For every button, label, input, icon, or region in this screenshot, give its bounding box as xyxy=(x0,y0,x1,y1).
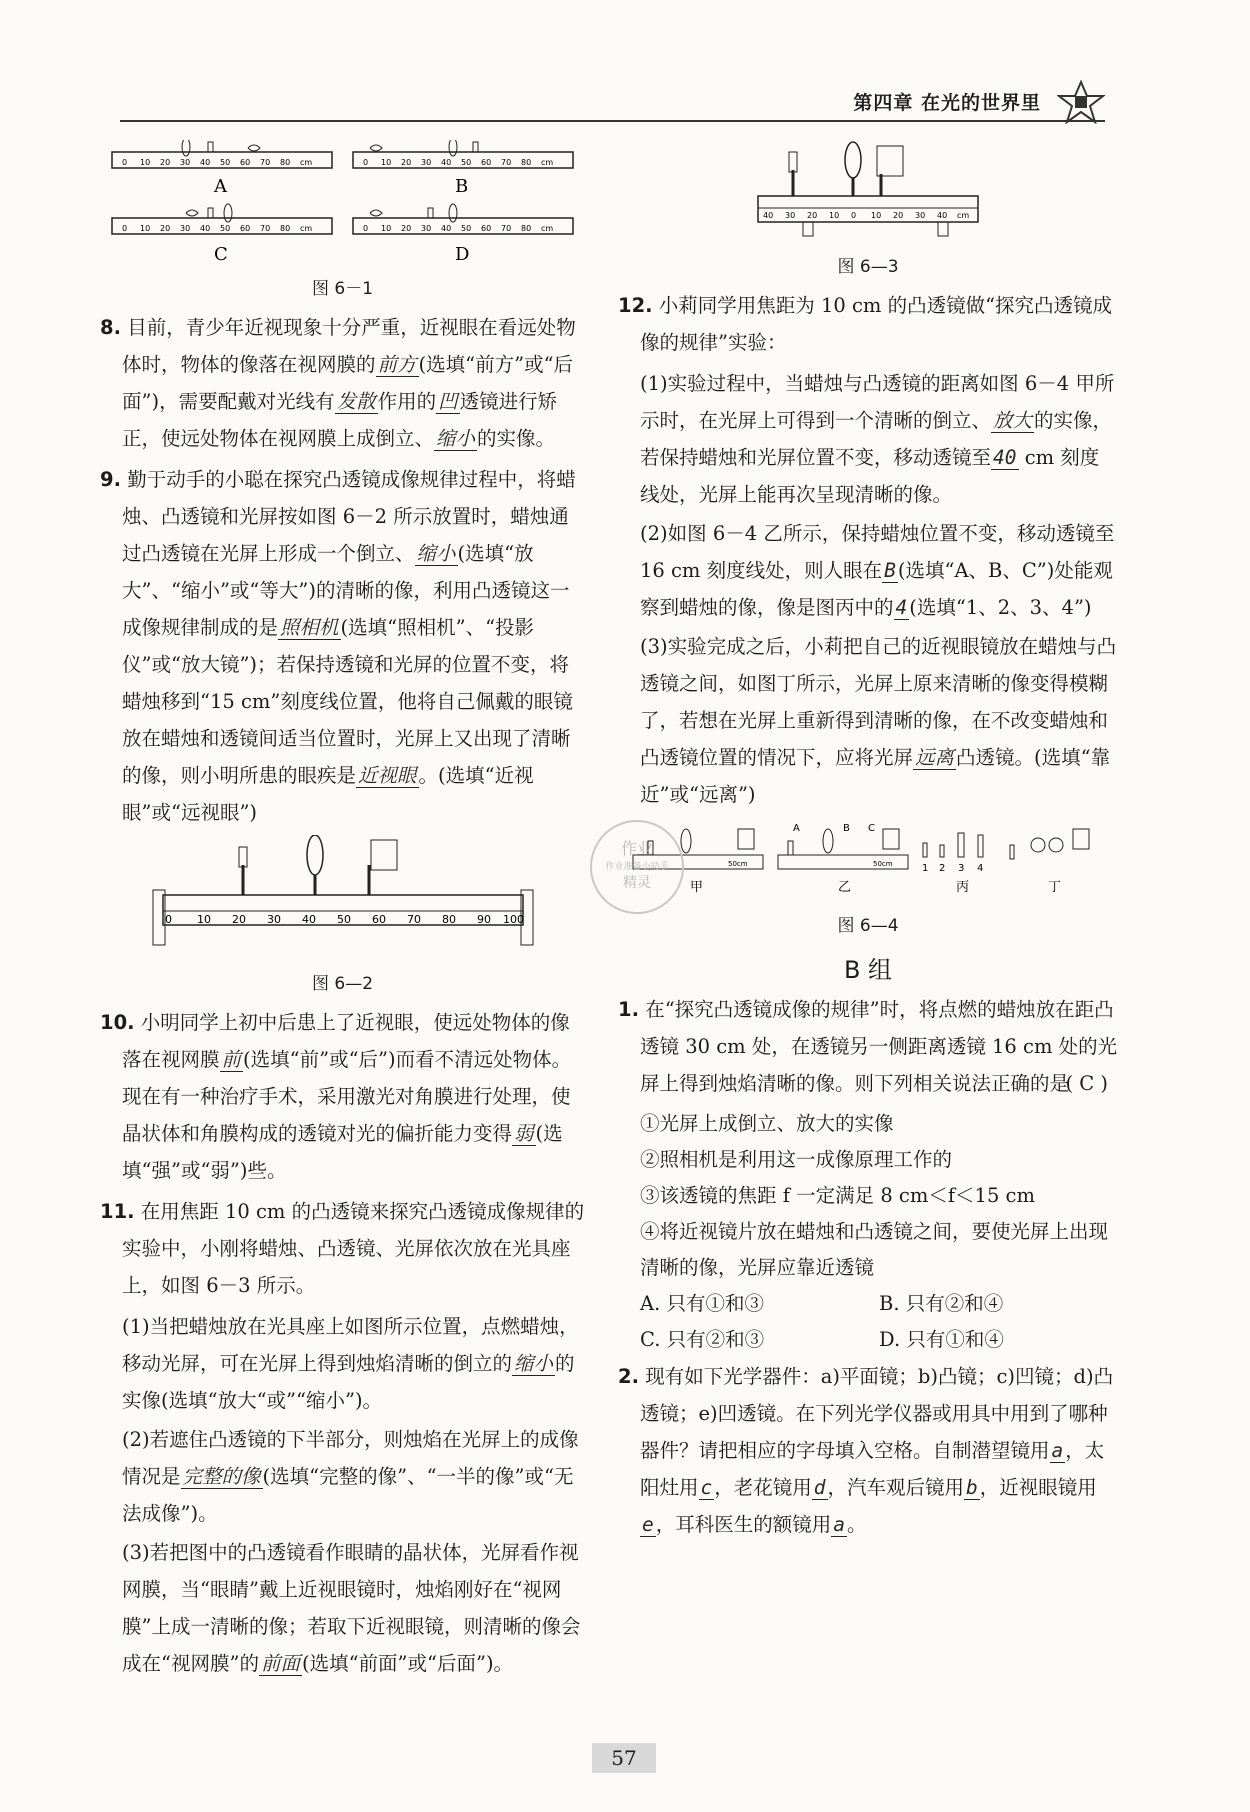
group-b-title: B 组 xyxy=(843,956,893,984)
tick-label: 10 xyxy=(871,211,882,220)
question-text: 作用的 xyxy=(377,390,437,413)
tick-label: 70 xyxy=(500,224,511,233)
tick-label: cm xyxy=(957,211,970,220)
tick-label: 30 xyxy=(420,224,431,233)
question-number: 9. xyxy=(100,468,121,491)
tick-label: 30 xyxy=(179,158,190,167)
question-12 xyxy=(618,287,1118,361)
choice-a: A. 只有①和③ xyxy=(640,1292,764,1315)
answer-blank: a xyxy=(833,1513,846,1536)
lens xyxy=(845,142,861,196)
figure-6-1 xyxy=(108,140,578,270)
statement-1: ①光屏上成倒立、放大的实像 xyxy=(640,1112,894,1135)
number-4: 4 xyxy=(977,863,984,874)
answer-blank: 缩小 xyxy=(514,1352,554,1375)
number-1: 1 xyxy=(922,863,929,874)
screen xyxy=(369,840,397,895)
answer-blank: 前 xyxy=(221,1048,242,1071)
question-11-part-1 xyxy=(100,1308,585,1419)
number-2: 2 xyxy=(939,863,946,874)
figure-6-4-bing xyxy=(922,833,983,874)
tick-label: 50 xyxy=(336,913,351,926)
answer-blank: 前方 xyxy=(377,353,417,376)
answer-blank: 前面 xyxy=(260,1652,300,1675)
question-text: ，太阳灶用 xyxy=(640,1439,1105,1499)
figure-6-1-caption: 图 6－1 xyxy=(311,279,374,299)
question-text: 现有如下光学器件：a)平面镜；b)凸镜；c)凹镜；d)凸透镜；e)凹透镜。在下列光学仪器或用具中用到了哪种器件？请把相应的字母填入空格。自制潜望镜用 xyxy=(640,1365,1114,1462)
question-text: ，老花镜用 xyxy=(714,1476,812,1499)
tick-label: 50 xyxy=(460,224,471,233)
question-text: (1)实验过程中，当蜡烛与凸透镜的距离如图 6－4 甲所示时，在光屏上可得到一个清晰的倒立、 xyxy=(640,372,1115,432)
tick-label: cm xyxy=(299,158,312,167)
answer-blank: d xyxy=(813,1476,826,1499)
right-column xyxy=(618,140,1118,1547)
figure-6-4-ding xyxy=(1010,829,1089,859)
tick-label: 60 xyxy=(239,158,250,167)
tick-label: 40 xyxy=(301,913,316,926)
answer-blank: 发散 xyxy=(336,390,376,413)
question-text: (选填“照相机”、“投影仪”或“放大镜”)；若保持透镜和光屏的位置不变，将蜡烛移到“15 cm”刻度线位置，他将自己佩戴的眼镜放在蜡烛和透镜间适当位置时，光屏上又出现了清晰的像，则小明所患的眼疾是 xyxy=(122,616,573,787)
tick-label: 30 xyxy=(179,224,190,233)
question-text: 透镜进行矫正，使远处物体在视网膜上成倒立、 xyxy=(122,390,558,450)
ruler-ticks-d xyxy=(363,224,553,233)
tick-label: 60 xyxy=(371,913,386,926)
answer-blank: c xyxy=(700,1476,713,1499)
question-text: (选填“完整的像”、“一半的像”或“无法成像”)。 xyxy=(122,1465,574,1525)
question-text: ，汽车观后镜用 xyxy=(827,1476,965,1499)
question-12-part-1 xyxy=(618,365,1118,513)
question-8 xyxy=(100,309,585,457)
answer-blank: 40 xyxy=(993,446,1017,469)
tick-label: 70 xyxy=(500,158,511,167)
question-text: ，耳科医生的额镜用 xyxy=(655,1513,832,1536)
tick-label: 40 xyxy=(199,224,210,233)
tick-label: 10 xyxy=(380,158,391,167)
tick-label: 0 xyxy=(362,224,368,233)
tick-label: 80 xyxy=(279,158,290,167)
group-b-question-1 xyxy=(618,991,1118,1102)
question-text: 的实像，若保持蜡烛和光屏位置不变，移动透镜至 xyxy=(640,409,1113,469)
tick-label: 20 xyxy=(807,211,818,220)
question-11-part-3 xyxy=(100,1534,585,1682)
question-9 xyxy=(100,461,585,831)
stamp-text: 作业 xyxy=(620,839,653,858)
tick-label: 10 xyxy=(196,913,211,926)
question-text: 凸透镜。(选填“靠近”或“远离”) xyxy=(640,746,1111,806)
unit-label: 50cm xyxy=(873,860,893,868)
tick-label: cm xyxy=(540,224,553,233)
watermark-stamp xyxy=(590,820,684,914)
question-12-part-3 xyxy=(618,628,1118,813)
left-column xyxy=(100,140,585,1684)
tick-label: 10 xyxy=(139,158,150,167)
tick-label: 80 xyxy=(520,158,531,167)
tick-label: cm xyxy=(299,224,312,233)
question-number: 2. xyxy=(618,1365,639,1388)
tick-label: 30 xyxy=(915,211,926,220)
tick-label: 20 xyxy=(159,158,170,167)
stamp-text: 作业准备小助手 xyxy=(605,862,669,872)
question-text: (2)若遮住凸透镜的下半部分，则烛焰在光屏上的成像情况是 xyxy=(122,1428,579,1488)
tick-label: 0 xyxy=(851,211,857,220)
group-b-question-2 xyxy=(618,1358,1118,1543)
question-text: (3)若把图中的凸透镜看作眼睛的晶状体，光屏看作视网膜，当“眼睛”戴上近视眼镜时，烛焰刚好在“视网膜”上成一清晰的像；若取下近视眼镜，则清晰的像会成在“视网膜”的 xyxy=(122,1541,581,1675)
choices xyxy=(618,1286,1118,1358)
question-text: 的实像。 xyxy=(477,427,556,450)
question-text: (1)当把蜡烛放在光具座上如图所示位置，点燃蜡烛，移动光屏，可在光屏上得到烛焰清晰的倒立的 xyxy=(122,1315,579,1375)
candle xyxy=(239,847,247,895)
question-text: (选填“放大”、“缩小”或“等大”)的清晰的像，利用凸透镜这一成像规律制成的是 xyxy=(122,542,570,639)
question-text: 勤于动手的小聪在探究凸透镜成像规律过程中，将蜡烛、凸透镜和光屏按如图 6－2 所示放置时，蜡烛通过凸透镜在光屏上形成一个倒立、 xyxy=(122,468,576,565)
answer-blank: B xyxy=(884,559,896,582)
answer-blank: 弱 xyxy=(514,1122,534,1145)
tick-label: 20 xyxy=(400,224,411,233)
tick-label: 40 xyxy=(440,158,451,167)
figure-6-2-caption: 图 6—2 xyxy=(311,974,374,994)
tick-label: 40 xyxy=(763,211,774,220)
question-text: (选填“强”或“弱”)些。 xyxy=(122,1122,563,1182)
answer-blank: b xyxy=(966,1476,978,1499)
unit-label: 50cm xyxy=(728,860,748,868)
tick-label: 40 xyxy=(937,211,948,220)
question-number: 8. xyxy=(100,316,121,339)
answer-blank: 凹 xyxy=(438,390,458,413)
choice-d: D. 只有①和④ xyxy=(879,1328,1004,1351)
tick-label: 50 xyxy=(219,158,230,167)
label-bing: 丙 xyxy=(956,880,970,895)
tick-label: 10 xyxy=(139,224,150,233)
answer-blank: 远离 xyxy=(915,746,955,769)
question-number: 1. xyxy=(618,998,639,1021)
tick-label: 20 xyxy=(893,211,904,220)
candle xyxy=(789,152,797,196)
figure-6-4-yi xyxy=(778,823,908,869)
tick-label: 0 xyxy=(362,158,368,167)
question-text: 的实像(选填“放大“或”“缩小”)。 xyxy=(122,1352,575,1412)
stamp-text: 精灵 xyxy=(623,875,651,891)
tick-label: 10 xyxy=(829,211,840,220)
question-number: 12. xyxy=(618,294,653,317)
answer-blank: a xyxy=(1051,1439,1064,1462)
statement-4: ④将近视镜片放在蜡烛和凸透镜之间，要使光屏上出现清晰的像，光屏应靠近透镜 xyxy=(640,1220,1109,1279)
statement-3: ③该透镜的焦距 f 一定满足 8 cm＜f＜15 cm xyxy=(640,1184,1035,1207)
tick-label: 80 xyxy=(520,224,531,233)
lens xyxy=(307,835,323,895)
figure-label-c: C xyxy=(213,244,228,265)
answer-blank: 照相机 xyxy=(280,616,339,639)
tick-label: 0 xyxy=(121,158,127,167)
question-text: 小莉同学用焦距为 10 cm 的凸透镜做“探究凸透镜成像的规律”实验： xyxy=(640,294,1113,354)
number-3: 3 xyxy=(958,863,965,874)
tick-label: 10 xyxy=(380,224,391,233)
question-text: 目前，青少年近视现象十分严重，近视眼在看远处物体时，物体的像落在视网膜的 xyxy=(122,316,576,376)
question-text: ，近视眼镜用 xyxy=(979,1476,1097,1499)
answer-blank: 4 xyxy=(895,596,908,619)
tick-label: 70 xyxy=(406,913,421,926)
answer-bracket: ( C ) xyxy=(1065,1072,1108,1095)
question-text: 小明同学上初中后患上了近视眼，使远处物体的像落在视网膜 xyxy=(122,1011,570,1071)
label-yi: 乙 xyxy=(838,880,852,895)
figure-label-d: D xyxy=(454,244,469,265)
chapter-title: 第四章 在光的世界里 xyxy=(853,92,1041,114)
tick-label: 100 xyxy=(502,913,524,926)
tick-label: 20 xyxy=(159,224,170,233)
tick-label: 60 xyxy=(480,224,491,233)
question-text: 在用焦距 10 cm 的凸透镜来探究凸透镜成像规律的实验中，小刚将蜡烛、凸透镜、光屏依次放在光具座上，如图 6－3 所示。 xyxy=(122,1200,585,1297)
page-header xyxy=(120,86,1105,122)
screen xyxy=(877,146,903,196)
label-a: A xyxy=(793,823,800,834)
tick-label: 70 xyxy=(259,224,270,233)
tick-label: 30 xyxy=(420,158,431,167)
question-text: (选填“前面”或“后面”)。 xyxy=(301,1652,514,1675)
answer-blank: 缩小 xyxy=(416,542,456,565)
question-text: 。 xyxy=(847,1513,867,1536)
answer-blank: 近视眼 xyxy=(358,764,417,787)
question-text: (2)如图 6－4 乙所示，保持蜡烛位置不变，移动透镜至 16 cm 刻度线处，则人眼在 xyxy=(640,522,1115,582)
tick-label: 80 xyxy=(441,913,456,926)
question-text: (选填“前”或“后”)而看不清远处物体。现在有一种治疗手术，采用激光对角膜进行处理，使晶状体和角膜构成的透镜对光的偏折能力变得 xyxy=(122,1048,572,1145)
tick-label: 50 xyxy=(219,224,230,233)
question-11-part-2 xyxy=(100,1421,585,1532)
tick-label: 0 xyxy=(121,224,127,233)
question-text: cm 刻度线处，光屏上能再次呈现清晰的像。 xyxy=(640,446,1100,506)
figure-6-3 xyxy=(753,140,983,248)
figure-6-4 xyxy=(628,815,1108,907)
question-11 xyxy=(100,1193,585,1304)
question-number: 11. xyxy=(100,1200,135,1223)
question-text: (选填“前方”或“后面”)，需要配戴对光线有 xyxy=(122,353,574,413)
question-text: (3)实验完成之后，小莉把自己的近视眼镜放在蜡烛与凸透镜之间，如图丁所示，光屏上原来清晰的像变得模糊了，若想在光屏上重新得到清晰的像，在不改变蜡烛和凸透镜位置的情况下，应将光屏 xyxy=(640,635,1117,769)
figure-6-2 xyxy=(143,835,543,965)
answer-blank: 缩小 xyxy=(436,427,476,450)
tick-label: 60 xyxy=(239,224,250,233)
tick-label: 0 xyxy=(164,913,172,926)
question-12-part-2 xyxy=(618,515,1118,626)
question-10 xyxy=(100,1004,585,1189)
question-text: (选填“A、B、C”)处能观察到蜡烛的像，像是图丙中的 xyxy=(640,559,1113,619)
tick-label: 20 xyxy=(400,158,411,167)
tick-label: 30 xyxy=(266,913,281,926)
tick-label: 70 xyxy=(259,158,270,167)
statement-2: ②照相机是利用这一成像原理工作的 xyxy=(640,1148,953,1171)
label-jia: 甲 xyxy=(690,880,704,895)
tick-label: 80 xyxy=(279,224,290,233)
figure-6-3-caption: 图 6—3 xyxy=(837,257,899,277)
ruler-ticks-c xyxy=(122,224,312,233)
choice-b: B. 只有②和④ xyxy=(879,1292,1004,1315)
tick-label: 40 xyxy=(440,224,451,233)
tick-label: 30 xyxy=(785,211,796,220)
question-text: 在“探究凸透镜成像的规律”时，将点燃的蜡烛放在距凸透镜 30 cm 处，在透镜另一侧距离透镜 16 cm 处的光屏上得到烛焰清晰的像。则下列相关说法正确的是 xyxy=(640,998,1118,1095)
label-ding: 丁 xyxy=(1048,880,1062,895)
tick-label: 20 xyxy=(231,913,246,926)
figure-label-a: A xyxy=(213,176,227,197)
answer-blank: 放大 xyxy=(993,409,1033,432)
tick-label: 60 xyxy=(480,158,491,167)
question-text: (选填“1、2、3、4”) xyxy=(909,596,1092,619)
label-b: B xyxy=(843,823,850,834)
question-text: 。(选填“近视眼”或“远视眼”) xyxy=(122,764,534,824)
tick-label: 90 xyxy=(476,913,491,926)
ruler-ticks-b xyxy=(363,158,553,167)
choice-c: C. 只有②和③ xyxy=(640,1328,765,1351)
label-c: C xyxy=(868,823,875,834)
ruler-ticks-a xyxy=(122,158,312,167)
tick-label: cm xyxy=(540,158,553,167)
figure-6-4-caption: 图 6—4 xyxy=(837,916,899,936)
answer-blank: e xyxy=(642,1513,654,1536)
page-number: 57 xyxy=(592,1743,656,1773)
answer-blank: 完整的像 xyxy=(182,1465,261,1488)
question-number: 10. xyxy=(100,1011,135,1034)
tick-label: 40 xyxy=(199,158,210,167)
figure-label-b: B xyxy=(454,176,468,197)
tick-label: 50 xyxy=(460,158,471,167)
chapter-logo-icon xyxy=(1057,80,1105,124)
